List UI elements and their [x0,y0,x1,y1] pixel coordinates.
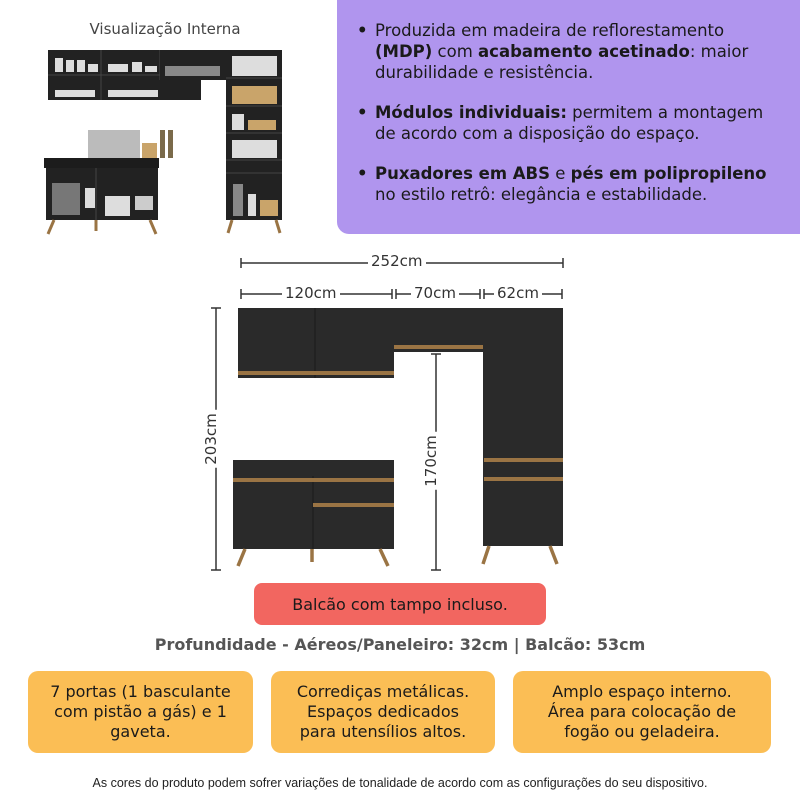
color-disclaimer: As cores do produto podem sofrer variações de tonalidade de acordo com as configurações do seu dispositivo. [92,776,708,790]
total-height-label: 203cm [202,410,220,468]
middle-width-label: 70cm [411,284,459,302]
left-width-label: 120cm [282,284,340,302]
dimension-diagram [200,240,600,580]
feature-card-doors: 7 portas (1 basculante com pistão a gás) e 1 gaveta. [28,671,253,753]
countertop-note: Balcão com tampo incluso. [254,583,546,625]
feature-item: • Módulos individuais: permitem a montagem de acordo com a disposição do espaço. [357,102,782,144]
right-width-label: 62cm [494,284,542,302]
depth-info: Profundidade - Aéreos/Paneleiro: 32cm | Balcão: 53cm [154,635,646,654]
feature-item: • Puxadores em ABS e pés em polipropileno no estilo retrô: elegância e estabilidade. [357,163,782,205]
features-panel [337,0,800,234]
total-width-label: 252cm [368,252,426,270]
gap-height-label: 170cm [422,432,440,490]
feature-item: • Produzida em madeira de reflorestamento (MDP) com acabamento acetinado: maior durabilidade e resistência. [357,20,782,83]
feature-card-space: Amplo espaço interno. Área para colocação de fogão ou geladeira. [513,671,771,753]
feature-card-slides: Corrediças metálicas. Espaços dedicados para utensílios altos. [271,671,495,753]
features-list [357,20,782,205]
internal-view-image [40,48,290,238]
internal-view-title: Visualização Interna [89,20,241,38]
